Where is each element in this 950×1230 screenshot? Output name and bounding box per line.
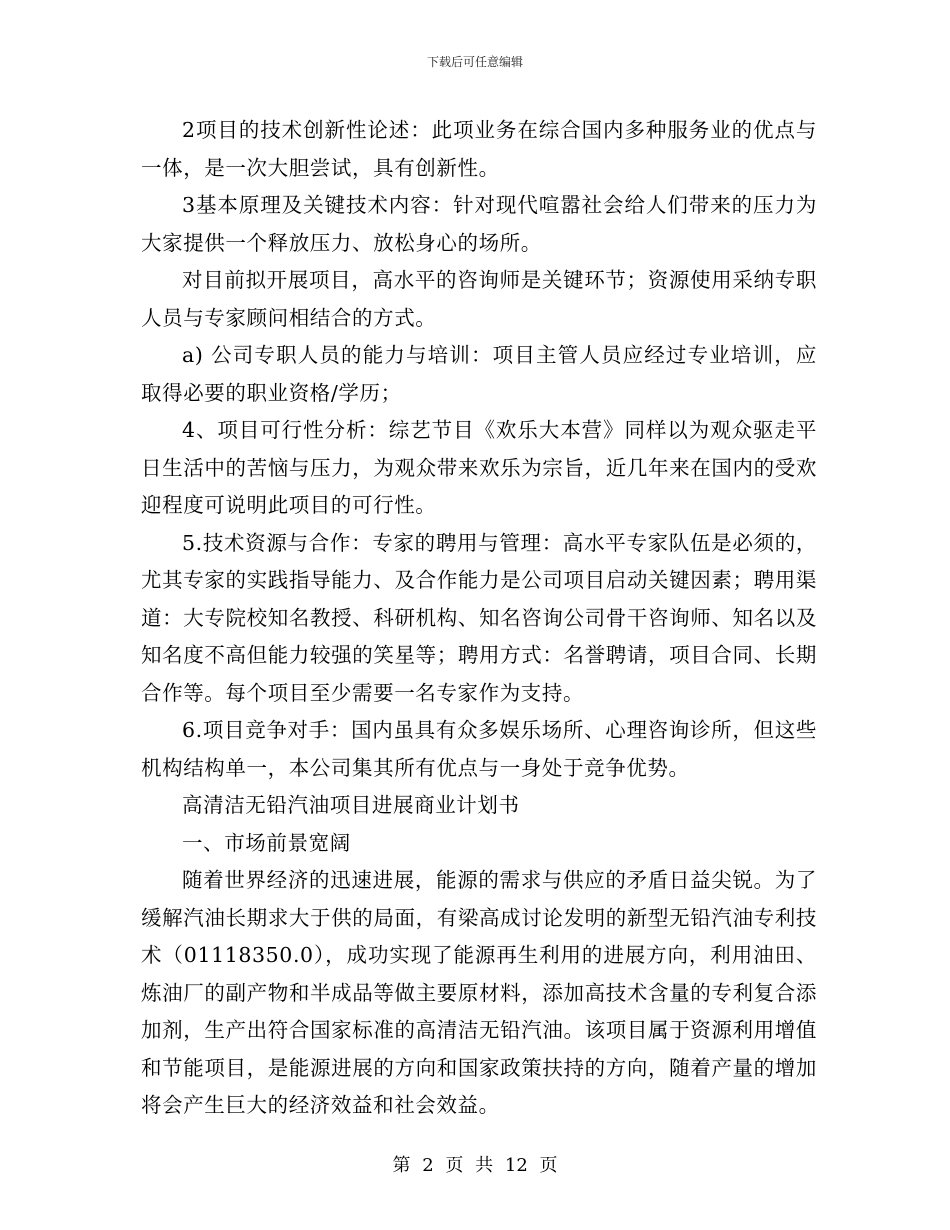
document-body: [141, 112, 817, 1125]
footer-total-pages: 12: [504, 1155, 528, 1176]
section-heading-market: 一、市场前景宽阔: [182, 830, 351, 855]
paragraph-feasibility: 4、项目可行性分析：综艺节目《欢乐大本营》同样以为观众驱走平日生活中的苦恼与压力，为观众带来欢乐为宗旨，近几年来在国内的受欢迎程度可说明此项目的可行性。: [141, 418, 817, 517]
footer-label-unit: 页: [445, 1155, 464, 1176]
paragraph-basic-principle: 3基本原理及关键技术内容：针对现代喧嚣社会给人们带来的压力为大家提供一个释放压力、放松身心的场所。: [141, 193, 817, 255]
page-header: 下载后可任意编辑: [426, 55, 523, 69]
paragraph-staff-training: a) 公司专职人员的能力与培训：项目主管人员应经过专业培训，应取得必要的职业资格/学历；: [141, 343, 817, 405]
footer-current-page: 2: [422, 1155, 434, 1176]
footer-label-unit-end: 页: [539, 1155, 558, 1176]
page-footer: [0, 1154, 950, 1178]
paragraph-tech-resources: 5.技术资源与合作：专家的聘用与管理：高水平专家队伍是必须的，尤其专家的实践指导能力、及合作能力是公司项目启动关键因素；聘用渠道：大专院校知名教授、科研机构、知名咨询公司骨干咨询师、知名以及知名度不高但能力较强的笑星等；聘用方式：名誉聘请，项目合同、长期合作等。每个项目至少需要一名专家作为支持。: [141, 530, 817, 705]
footer-label-total: 共: [475, 1155, 494, 1176]
paragraph-consultant: 对目前拟开展项目，高水平的咨询师是关键环节；资源使用采纳专职人员与专家顾问相结合的方式。: [141, 268, 817, 330]
footer-label-page: 第: [392, 1155, 411, 1176]
paragraph-tech-innovation: 2项目的技术创新性论述：此项业务在综合国内多种服务业的优点与一体，是一次大胆尝试，具有创新性。: [141, 118, 817, 180]
section-title-business-plan: 高清洁无铅汽油项目进展商业计划书: [182, 793, 520, 817]
paragraph-market-outlook: 随着世界经济的迅速进展，能源的需求与供应的矛盾日益尖锐。为了缓解汽油长期求大于供的局面，有梁高成讨论发明的新型无铅汽油专利技术（01118350.0），成功实现了能源再生利用的进展方向，利用油田、炼油厂的副产物和半成品等做主要原材料，添加高技术含量的专利复合添加剂，生产出符合国家标准的高清洁无铅汽油。该项目属于资源利用增值和节能项目，是能源进展的方向和国家政策扶持的方向，随着产量的增加将会产生巨大的经济效益和社会效益。: [141, 868, 817, 1117]
paragraph-competitors: 6.项目竞争对手：国内虽具有众多娱乐场所、心理咨询诊所，但这些机构结构单一，本公司集其所有优点与一身处于竞争优势。: [141, 718, 817, 780]
